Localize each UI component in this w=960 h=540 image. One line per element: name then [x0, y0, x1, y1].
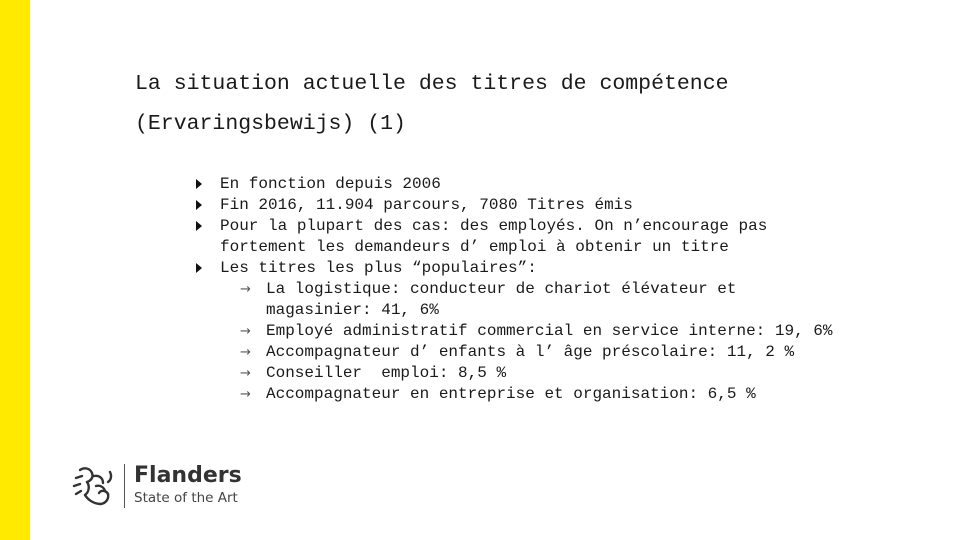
- sub-bullet-text: La logistique: conducteur de chariot élévateur et magasinier: 41, 6%: [266, 280, 747, 319]
- sub-bullet-text: Employé administratif commercial en service interne: 19, 6%: [266, 322, 833, 340]
- sub-bullet-item: [220, 279, 836, 321]
- bullet-text: Les titres les plus “populaires”:: [220, 259, 537, 277]
- logo-tagline: State of the Art: [134, 490, 238, 506]
- arrow-bullet-icon: →: [240, 366, 251, 381]
- flanders-logo: [70, 462, 270, 512]
- bullet-list: [196, 174, 836, 405]
- bullet-item: [196, 216, 836, 258]
- arrow-bullet-icon: →: [240, 324, 251, 339]
- sub-bullet-item: [220, 321, 836, 342]
- bullet-text: Fin 2016, 11.904 parcours, 7080 Titres émis: [220, 196, 633, 214]
- triangle-bullet-icon: [196, 200, 202, 210]
- arrow-bullet-icon: →: [240, 282, 251, 297]
- flemish-lion-icon: [70, 464, 116, 510]
- triangle-bullet-icon: [196, 221, 202, 231]
- sub-bullet-text: Conseiller emploi: 8,5 %: [266, 364, 507, 382]
- logo-divider: [124, 464, 125, 508]
- sub-bullet-text: Accompagnateur en entreprise et organisation: 6,5 %: [266, 385, 756, 403]
- accent-bar: [0, 0, 30, 540]
- sub-bullet-text: Accompagnateur d’ enfants à l’ âge préscolaire: 11, 2 %: [266, 343, 795, 361]
- title-line-1: La situation actuelle des titres de compétence: [135, 72, 729, 96]
- arrow-bullet-icon: →: [240, 387, 251, 402]
- slide-title: [135, 64, 855, 144]
- sub-bullet-list: [220, 279, 836, 405]
- title-line-2: (Ervaringsbewijs) (1): [135, 112, 406, 136]
- sub-bullet-item: [220, 342, 836, 363]
- triangle-bullet-icon: [196, 179, 202, 189]
- bullet-text: En fonction depuis 2006: [220, 175, 441, 193]
- bullet-item: [196, 174, 836, 195]
- arrow-bullet-icon: →: [240, 345, 251, 360]
- bullet-text: Pour la plupart des cas: des employés. On n’encourage pas fortement les demandeurs d’ emploi à obtenir un titre: [220, 217, 777, 256]
- sub-bullet-item: [220, 363, 836, 384]
- sub-bullet-item: [220, 384, 836, 405]
- bullet-item: [196, 195, 836, 216]
- logo-name: Flanders: [134, 463, 242, 488]
- triangle-bullet-icon: [196, 263, 202, 273]
- bullet-item: [196, 258, 836, 405]
